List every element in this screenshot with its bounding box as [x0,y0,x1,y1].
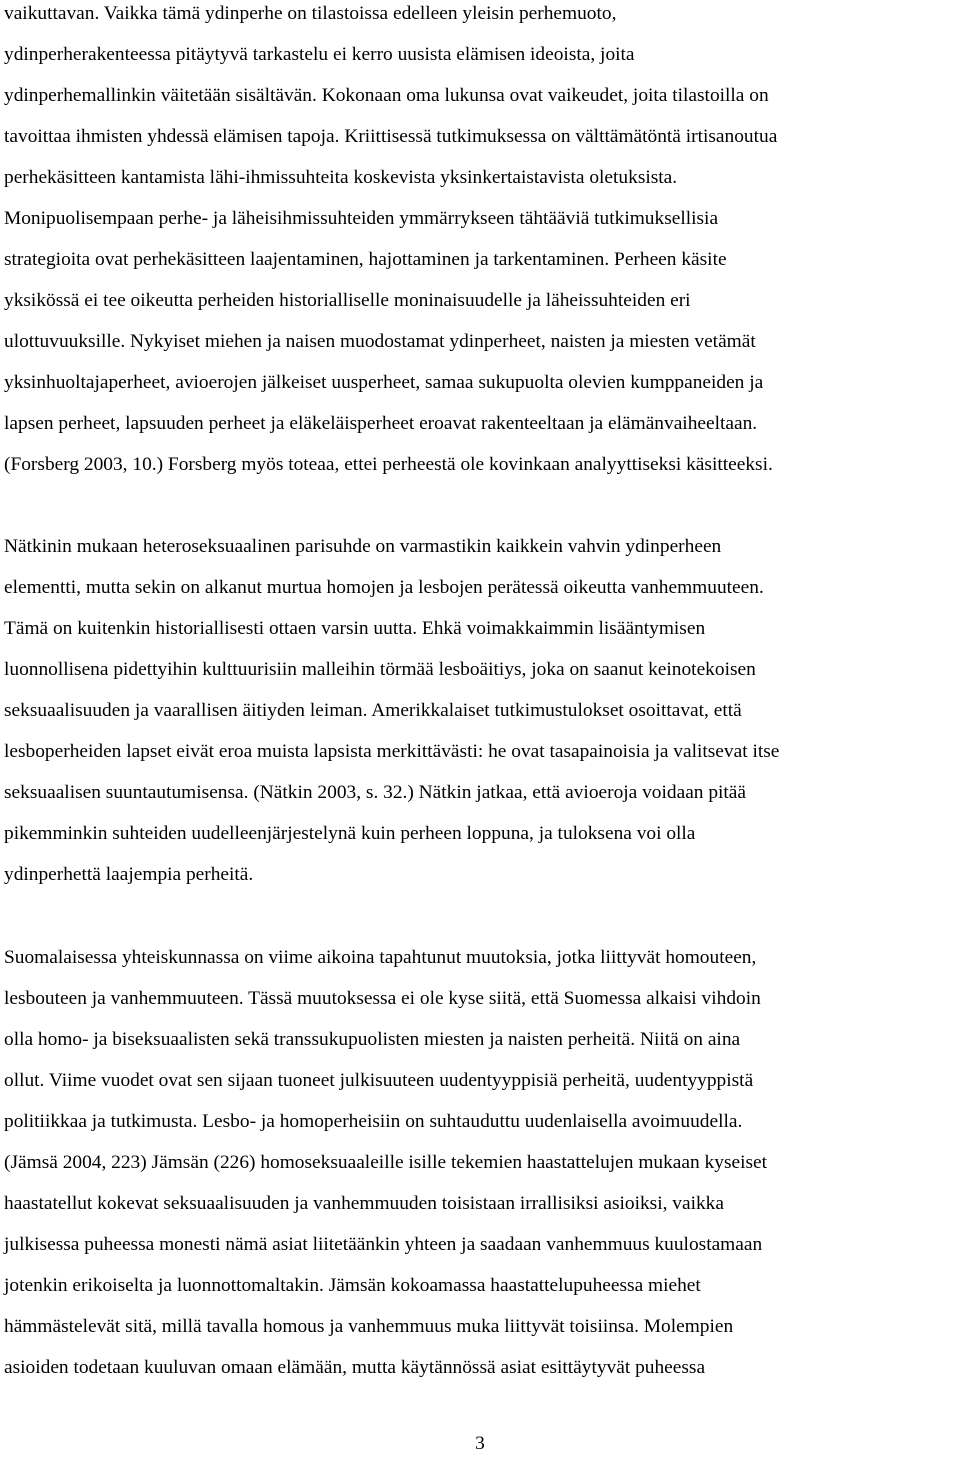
text-line: asioiden todetaan kuuluvan omaan elämään, mutta käytännössä asiat esittäytyvät puheessa [4,1357,706,1378]
text-line: luonnollisena pidettyihin kulttuurisiin malleihin törmää lesboäitiys, joka on saanut keinotekoisen [4,659,756,680]
text-line: ydinperherakenteessa pitäytyvä tarkastelu ei kerro uusista elämisen ideoista, joita [4,44,635,65]
text-line: haastatellut kokevat seksuaalisuuden ja vanhemmuuden toisistaan irrallisiksi asioiksi, vaikka [4,1193,724,1214]
text-line: (Forsberg 2003, 10.) Forsberg myös toteaa, ettei perheestä ole kovinkaan analyyttiseksi käsitteeksi. [4,454,773,475]
text-line: tavoittaa ihmisten yhdessä elämisen tapoja. Kriittisessä tutkimuksessa on välttämätöntä irtisanoutua [4,126,778,147]
text-line: yksinhuoltajaperheet, avioerojen jälkeiset uusperheet, samaa sukupuolta olevien kumppaneiden ja [4,372,764,393]
text-line: lesboperheiden lapset eivät eroa muista lapsista merkittävästi: he ovat tasapainoisia ja valitsevat itse [4,741,780,762]
text-line: lesbouteen ja vanhemmuuteen. Tässä muutoksessa ei ole kyse siitä, että Suomessa alkaisi vihdoin [4,988,761,1009]
text-line: ydinperhettä laajempia perheitä. [4,864,254,885]
text-line: perhekäsitteen kantamista lähi-ihmissuhteita koskevista yksinkertaistavista oletuksista. [4,167,678,188]
page-number: 3 [475,1433,485,1454]
text-line: Monipuolisempaan perhe- ja läheisihmissuhteiden ymmärrykseen tähtääviä tutkimuksellisia [4,208,719,229]
text-line: seksuaalisuuden ja vaarallisen äitiyden leiman. Amerikkalaiset tutkimustulokset osoittavat, että [4,700,742,721]
text-line: elementti, mutta sekin on alkanut murtua homojen ja lesbojen perätessä oikeutta vanhemmuuteen. [4,577,764,598]
text-line: Suomalaisessa yhteiskunnassa on viime aikoina tapahtunut muutoksia, jotka liittyvät homouteen, [4,947,757,968]
text-line: ulottuvuuksille. Nykyiset miehen ja naisen muodostamat ydinperheet, naisten ja miesten vetämät [4,331,756,352]
text-line: (Jämsä 2004, 223) Jämsän (226) homoseksuaaleille isille tekemien haastattelujen mukaan kyseiset [4,1152,768,1173]
paragraph-1 [4,0,956,485]
paragraph-2 [4,526,956,895]
text-line: Nätkinin mukaan heteroseksuaalinen parisuhde on varmastikin kaikkein vahvin ydinperheen [4,536,722,557]
text-line: politiikkaa ja tutkimusta. Lesbo- ja homoperheisiin on suhtauduttu uudenlaisella avoimuudella. [4,1111,743,1132]
text-line: olla homo- ja biseksuaalisten sekä transsukupuolisten miesten ja naisten perheitä. Niitä on aina [4,1029,741,1050]
text-line: vaikuttavan. Vaikka tämä ydinperhe on tilastoissa edelleen yleisin perhemuoto, [4,3,617,24]
text-line: Tämä on kuitenkin historiallisesti ottaen varsin uutta. Ehkä voimakkaimmin lisääntymisen [4,618,706,639]
text-line: hämmästelevät sitä, millä tavalla homous ja vanhemmuus muka liittyvät toisiinsa. Molempien [4,1316,734,1337]
text-line: pikemminkin suhteiden uudelleenjärjestelynä kuin perheen loppuna, ja tuloksena voi olla [4,823,696,844]
text-line: jotenkin erikoiselta ja luonnottomaltakin. Jämsän kokoamassa haastattelupuheessa miehet [4,1275,701,1296]
text-line: yksikössä ei tee oikeutta perheiden historialliselle moninaisuudelle ja läheissuhteiden eri [4,290,691,311]
text-line: seksuaalisen suuntautumisensa. (Nätkin 2003, s. 32.) Nätkin jatkaa, että avioeroja voidaan pitää [4,782,747,803]
text-line: ollut. Viime vuodet ovat sen sijaan tuoneet julkisuuteen uudentyyppisiä perheitä, uudentyyppistä [4,1070,754,1091]
paragraph-3 [4,937,956,1388]
text-line: julkisessa puheessa monesti nämä asiat liitetäänkin yhteen ja saadaan vanhemmuus kuulostamaan [4,1234,763,1255]
text-line: lapsen perheet, lapsuuden perheet ja eläkeläisperheet eroavat rakenteeltaan ja elämänvaiheeltaan. [4,413,758,434]
text-line: strategioita ovat perhekäsitteen laajentaminen, hajottaminen ja tarkentaminen. Perheen käsite [4,249,727,270]
text-line: ydinperhemallinkin väitetään sisältävän. Kokonaan oma lukunsa ovat vaikeudet, joita tilastoilla on [4,85,769,106]
